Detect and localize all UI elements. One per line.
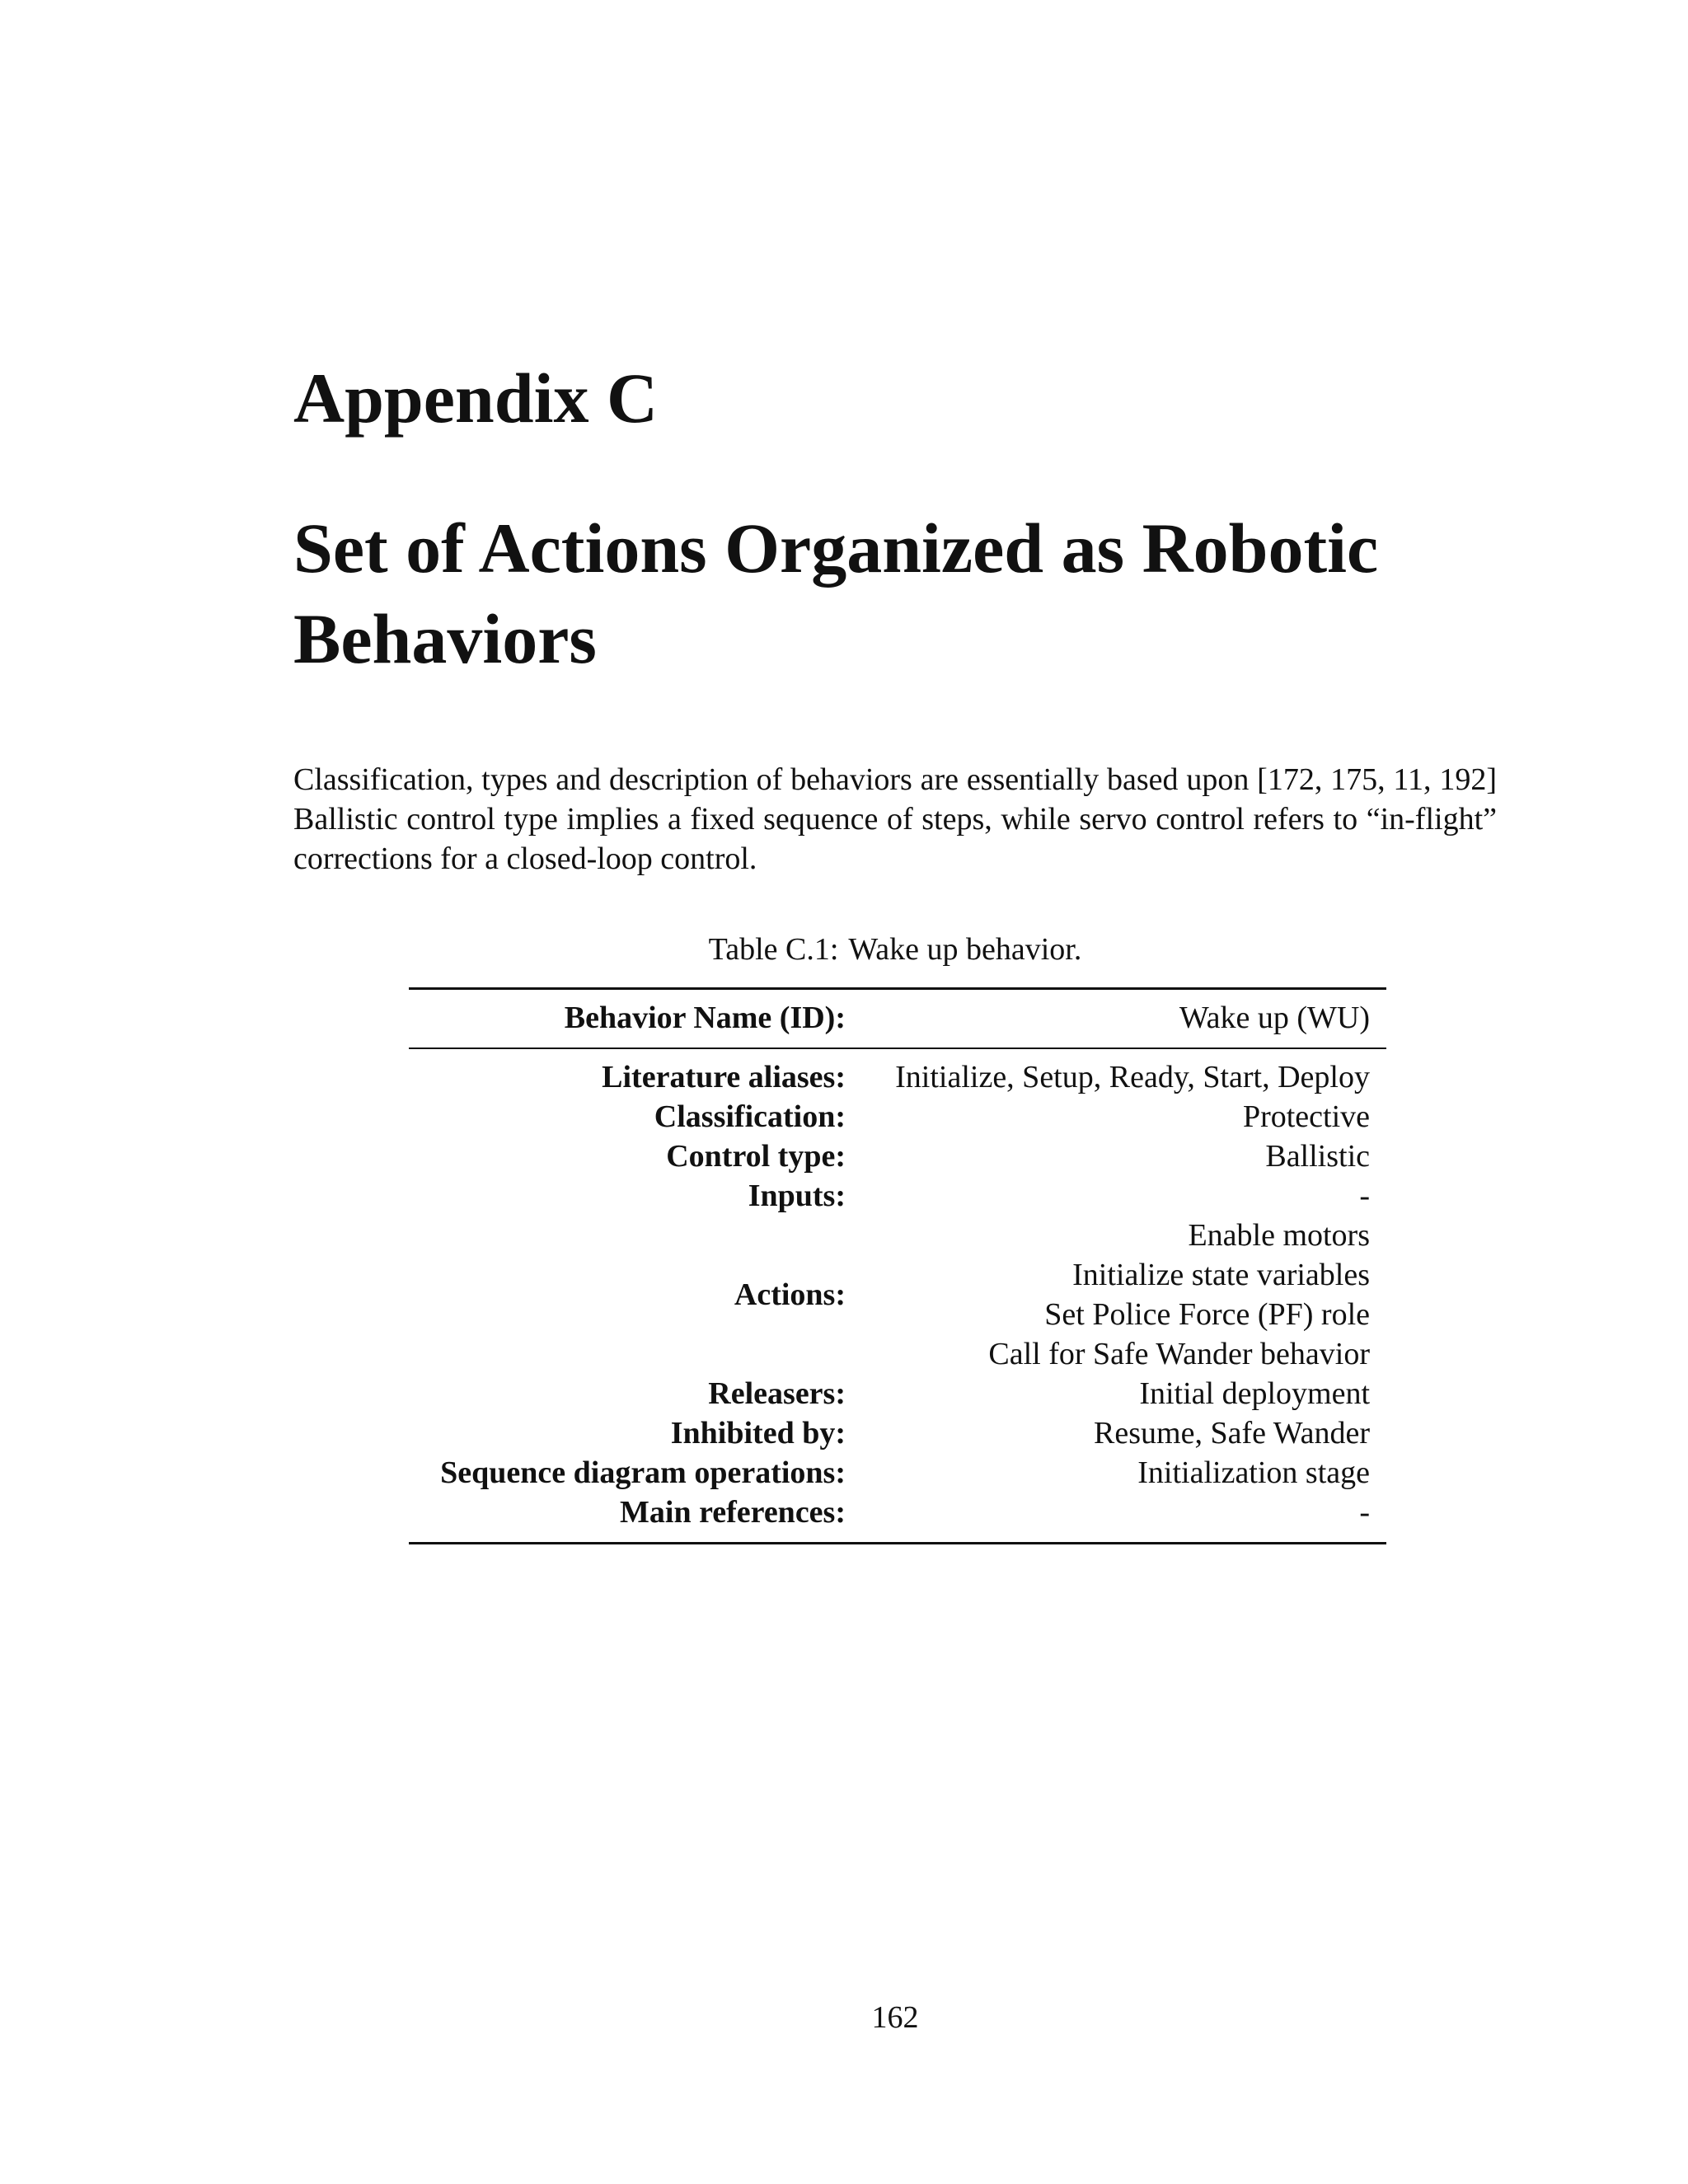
table-row <box>409 1176 1386 1216</box>
row-label-inputs: Inputs: <box>748 1179 846 1213</box>
table-row <box>409 1374 1386 1413</box>
row-value-sequence-diagram-operations: Initialization stage <box>1137 1455 1370 1490</box>
table-header-row <box>409 989 1386 1049</box>
row-label-sequence-diagram-operations: Sequence diagram operations: <box>440 1455 846 1490</box>
appendix-label: Appendix C <box>293 359 659 438</box>
row-value-control-type: Ballistic <box>1265 1139 1370 1174</box>
table-caption-text: Wake up behavior. <box>848 932 1082 967</box>
intro-paragraph: Classification, types and description of behaviors are essentially based upon [172, 175, 11, 192] Ballistic control type implies a fixed sequence of steps, while servo control refers to “in-flight” corrections for a closed-loop control. <box>293 762 1497 876</box>
action-item: Call for Safe Wander behavior <box>988 1337 1370 1371</box>
row-value-inputs: - <box>1359 1179 1370 1213</box>
row-value-releasers: Initial deployment <box>1139 1376 1370 1411</box>
row-label-inhibited-by: Inhibited by: <box>670 1416 846 1451</box>
row-value-literature-aliases: Initialize, Setup, Ready, Start, Deploy <box>895 1060 1370 1094</box>
table-row <box>409 1453 1386 1493</box>
table-row <box>409 1413 1386 1453</box>
row-label-control-type: Control type: <box>666 1139 846 1174</box>
action-item: Set Police Force (PF) role <box>1044 1297 1370 1332</box>
table-row <box>409 1097 1386 1137</box>
action-item: Initialize state variables <box>1072 1258 1370 1292</box>
table-row <box>409 1216 1386 1374</box>
row-value-inhibited-by: Resume, Safe Wander <box>1094 1416 1370 1451</box>
row-label-literature-aliases: Literature aliases: <box>602 1060 846 1094</box>
row-label-classification: Classification: <box>654 1099 846 1134</box>
table-caption-number: Table C.1: <box>708 932 839 967</box>
table-row <box>409 1137 1386 1176</box>
row-value-main-references: - <box>1359 1495 1370 1530</box>
page-number: 162 <box>871 2000 919 2035</box>
row-label-releasers: Releasers: <box>708 1376 846 1411</box>
action-item: Enable motors <box>1188 1218 1370 1253</box>
row-value-classification: Protective <box>1242 1099 1370 1134</box>
row-label-actions: Actions: <box>734 1277 846 1312</box>
table-row <box>409 1493 1386 1544</box>
header-value: Wake up (WU) <box>1179 1001 1370 1035</box>
row-value-actions <box>856 1216 1386 1374</box>
header-label: Behavior Name (ID): <box>564 1001 846 1035</box>
table-row <box>409 1048 1386 1097</box>
behavior-table <box>409 987 1386 1544</box>
table-caption <box>293 930 1497 969</box>
chapter-title: Set of Actions Organized as Robotic Behaviors <box>293 509 1379 678</box>
row-label-main-references: Main references: <box>620 1495 846 1530</box>
